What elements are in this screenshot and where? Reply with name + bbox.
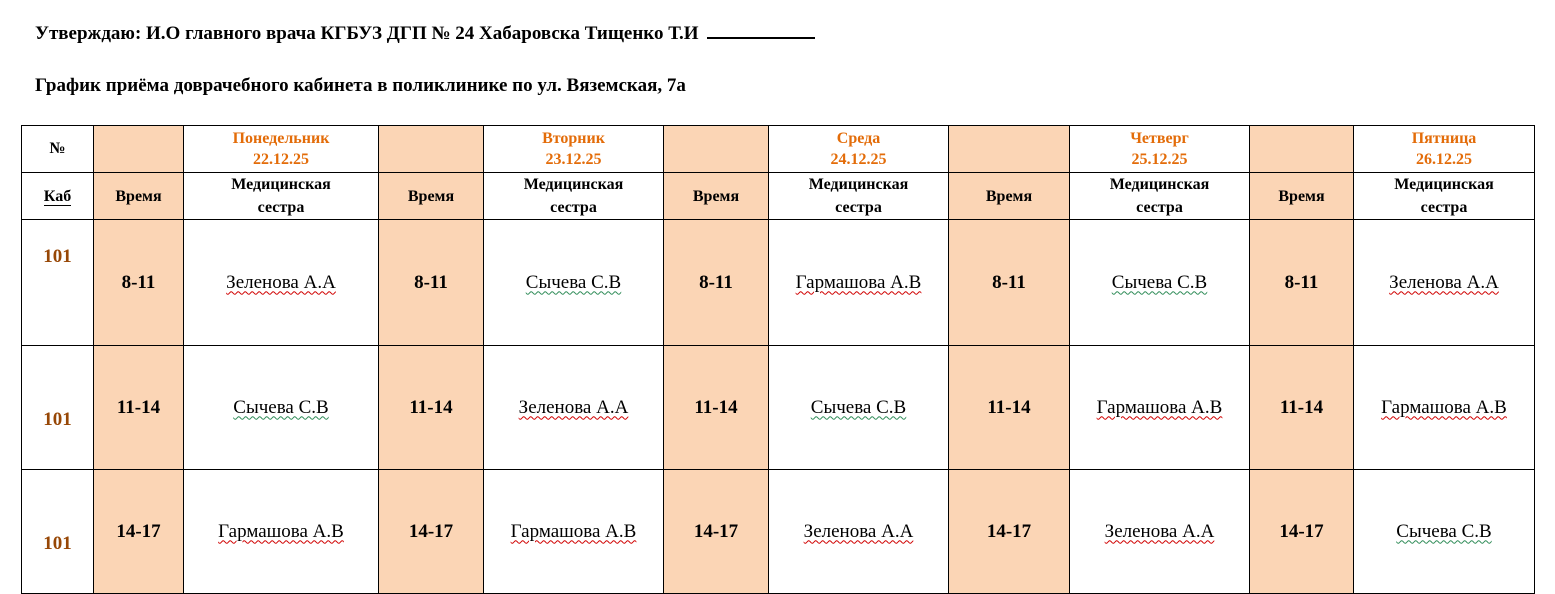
nurse-header xyxy=(484,173,664,220)
nurse-name: Зеленова А.А xyxy=(803,520,914,542)
schedule-row xyxy=(22,346,1535,470)
cabinet-cell: 101 xyxy=(22,346,94,470)
nurse-header-line1: Медицинская xyxy=(523,176,624,193)
time-header: Время xyxy=(379,173,484,220)
time-cell: 8-11 xyxy=(379,220,484,346)
day-name: Вторник xyxy=(542,130,605,147)
nurse-name: Зеленова А.А xyxy=(518,396,629,418)
nurse-name: Сычева С.В xyxy=(1111,271,1208,293)
nurse-name: Сычева С.В xyxy=(525,271,622,293)
nurse-cell xyxy=(1354,220,1535,346)
day-date: 24.12.25 xyxy=(830,151,887,168)
day-name: Четверг xyxy=(1130,130,1189,147)
nurse-cell xyxy=(184,220,379,346)
schedule-table xyxy=(21,125,1535,594)
nurse-cell xyxy=(484,220,664,346)
nurse-header-line2: сестра xyxy=(550,199,597,216)
cabinet-header-label: Каб xyxy=(43,187,72,205)
nurse-header-line2: сестра xyxy=(1136,199,1183,216)
nurse-name: Зеленова А.А xyxy=(1389,271,1499,293)
time-cell: 11-14 xyxy=(664,346,769,470)
time-cell: 11-14 xyxy=(379,346,484,470)
nurse-cell xyxy=(1070,346,1250,470)
nurse-name: Сычева С.В xyxy=(1396,520,1492,542)
approval-line xyxy=(35,21,815,45)
time-cell: 14-17 xyxy=(1250,470,1354,594)
schedule-title: График приёма доврачебного кабинета в поликлинике по ул. Вяземская, 7а xyxy=(35,75,686,96)
day-header-row xyxy=(22,126,1535,173)
nurse-cell xyxy=(1070,220,1250,346)
time-cell: 11-14 xyxy=(1250,346,1354,470)
time-cell: 14-17 xyxy=(379,470,484,594)
nurse-header-line1: Медицинская xyxy=(808,176,909,193)
nurse-cell xyxy=(769,346,949,470)
nurse-name: Гармашова А.В xyxy=(795,271,922,293)
nurse-header xyxy=(769,173,949,220)
time-header: Время xyxy=(94,173,184,220)
nurse-name: Гармашова А.В xyxy=(510,520,637,542)
nurse-cell xyxy=(769,220,949,346)
nurse-name: Зеленова А.А xyxy=(226,271,336,293)
cabinet-header xyxy=(22,173,94,220)
nurse-cell xyxy=(484,470,664,594)
signature-line xyxy=(707,21,815,39)
nurse-cell xyxy=(1354,470,1535,594)
time-cell: 8-11 xyxy=(94,220,184,346)
cabinet-cell: 101 xyxy=(22,470,94,594)
schedule-row xyxy=(22,470,1535,594)
nurse-name: Гармашова А.В xyxy=(218,520,344,542)
nurse-header-line2: сестра xyxy=(835,199,882,216)
schedule-row xyxy=(22,220,1535,346)
nurse-cell xyxy=(769,470,949,594)
day-header-thursday xyxy=(1070,126,1250,173)
day-header-monday xyxy=(184,126,379,173)
nurse-header xyxy=(184,173,379,220)
day-name: Среда xyxy=(836,130,881,147)
nurse-cell xyxy=(184,470,379,594)
time-header: Время xyxy=(1250,173,1354,220)
shaded-header-cell xyxy=(379,126,484,173)
nurse-header xyxy=(1354,173,1535,220)
day-header-tuesday xyxy=(484,126,664,173)
shaded-header-cell xyxy=(1250,126,1354,173)
day-name: Пятница xyxy=(1411,130,1477,147)
day-name: Понедельник xyxy=(232,130,330,147)
nurse-header-line1: Медицинская xyxy=(1109,176,1210,193)
nurse-cell xyxy=(1070,470,1250,594)
shaded-header-cell xyxy=(94,126,184,173)
nurse-header xyxy=(1070,173,1250,220)
nurse-cell xyxy=(1354,346,1535,470)
time-cell: 14-17 xyxy=(664,470,769,594)
nurse-cell xyxy=(484,346,664,470)
nurse-name: Сычева С.В xyxy=(810,396,907,418)
nurse-header-line1: Медицинская xyxy=(1394,176,1494,193)
time-cell: 11-14 xyxy=(94,346,184,470)
column-header-row xyxy=(22,173,1535,220)
nurse-name: Гармашова А.В xyxy=(1096,396,1223,418)
nurse-cell xyxy=(184,346,379,470)
day-header-wednesday xyxy=(769,126,949,173)
shaded-header-cell xyxy=(949,126,1070,173)
time-header: Время xyxy=(664,173,769,220)
time-cell: 8-11 xyxy=(664,220,769,346)
cabinet-cell: 101 xyxy=(22,220,94,346)
time-cell: 14-17 xyxy=(94,470,184,594)
time-cell: 8-11 xyxy=(1250,220,1354,346)
time-header: Время xyxy=(949,173,1070,220)
day-date: 25.12.25 xyxy=(1131,151,1188,168)
time-cell: 11-14 xyxy=(949,346,1070,470)
day-header-friday xyxy=(1354,126,1535,173)
nurse-header-line2: сестра xyxy=(257,199,305,216)
day-date: 23.12.25 xyxy=(545,151,602,168)
number-header: № xyxy=(22,126,94,173)
time-cell: 8-11 xyxy=(949,220,1070,346)
shaded-header-cell xyxy=(664,126,769,173)
nurse-name: Зеленова А.А xyxy=(1104,520,1215,542)
time-cell: 14-17 xyxy=(949,470,1070,594)
nurse-name: Гармашова А.В xyxy=(1381,396,1507,418)
nurse-name: Сычева С.В xyxy=(233,396,329,418)
page-edge-line xyxy=(21,519,22,550)
day-date: 26.12.25 xyxy=(1416,151,1472,168)
approval-text: Утверждаю: И.О главного врача КГБУЗ ДГП № 24 Хабаровска Тищенко Т.И xyxy=(35,23,699,44)
nurse-header-line1: Медицинская xyxy=(231,176,331,193)
nurse-header-line2: сестра xyxy=(1420,199,1468,216)
day-date: 22.12.25 xyxy=(253,151,309,168)
